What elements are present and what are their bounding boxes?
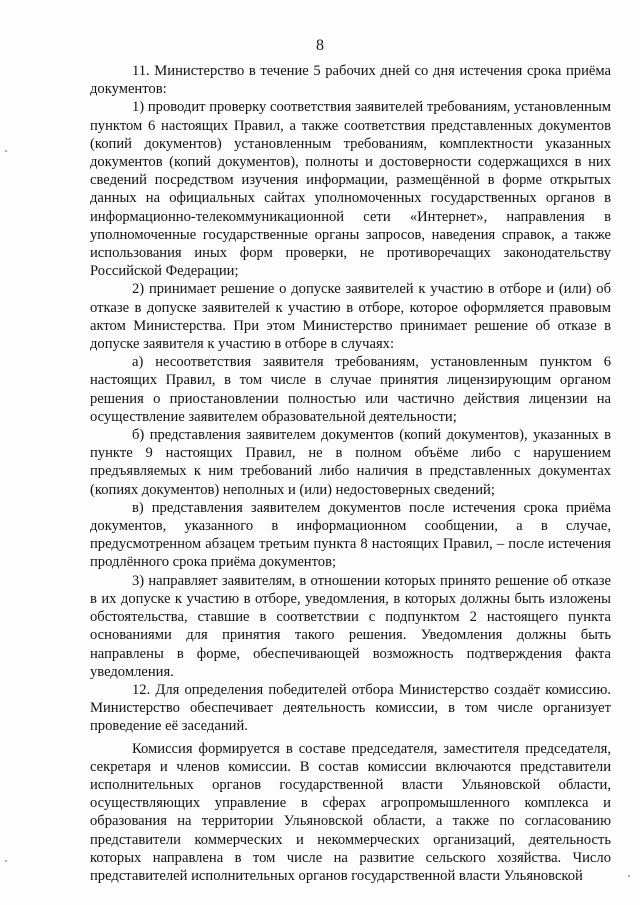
paragraph-12: 12. Для определения победителей отбора Министерство создаёт комиссию. Министерство обеспечивает деятельность комиссии, в том числе организует проведение её заседаний. <box>90 681 611 735</box>
scan-speck <box>628 875 630 877</box>
scan-speck <box>5 150 7 152</box>
paragraph-11-3: 3) направляет заявителям, в отношении которых принято решение об отказе в их допуске к участию в отборе, уведомления, в которых должны быть изложены обстоятельства, ставшие в соответствии с подпунктом 2 настоящего пункта основаниями для принятия такого решения. Уведомления должны быть направлены в форме, обеспечивающей возможность подтверждения факта уведомления. <box>90 572 611 680</box>
paragraph-11-1: 1) проводит проверку соответствия заявителей требованиям, установленным пунктом 6 настоящих Правил, а также соответствия представленных документов (копий документов) установленным требованиям, комплектности указанных документов (копий документов), полноты и достоверности содержащихся в них сведений посредством изучения информации, размещённой в форме открытых данных на официальных сайтах уполномоченных государственных органов в информационно-телекоммуникационной сети «Интернет», направления в уполномоченные государственные органы запросов, наведения справок, а также использования иных форм проверки, не противоречащих законодательству Российской Федерации; <box>90 99 611 280</box>
document-body <box>90 62 611 885</box>
page-number: 8 <box>316 37 324 54</box>
paragraph-11: 11. Министерство в течение 5 рабочих дней со дня истечения срока приёма документов: <box>90 63 611 98</box>
scan-speck <box>5 860 7 862</box>
paragraph-12-commission: Комиссия формируется в составе председателя, заместителя председателя, секретаря и членов комиссии. В состав комиссии включаются представители исполнительных органов государственной власти Ульяновской области, осуществляющих управление в сферах агропромышленного комплекса и образования на территории Ульяновской области, а также по согласованию представители коммерческих и некоммерческих организаций, деятельность которых направлена в том числе на развитие сельского хозяйства. Число представителей исполнительных органов государственной власти Ульяновской <box>90 740 611 884</box>
paragraph-11-2-a: а) несоответствия заявителя требованиям, установленным пунктом 6 настоящих Правил, в том числе в случае принятия лицензирующим органом решения о приостановлении полностью или частично действия лицензии на осуществление заявителем образовательной деятельности; <box>90 354 611 425</box>
paragraph-11-2: 2) принимает решение о допуске заявителей к участию в отборе и (или) об отказе в допуске заявителей к участию в отборе, которое оформляется правовым актом Министерства. При этом Министерство принимает решение об отказе в допуске заявителя к участию в отборе в случаях: <box>90 281 611 353</box>
paragraph-11-2-b: б) представления заявителем документов (копий документов), указанных в пункте 9 настоящих Правил, не в полном объёме либо с нарушением предъявляемых к ним требований либо наличия в представленных документах (копиях документов) неполных и (или) недостоверных сведений; <box>90 427 611 498</box>
paragraph-11-2-v: в) представления заявителем документов после истечения срока приёма документов, указанного в информационном сообщении, а в случае, предусмотренном абзацем третьим пункта 8 настоящих Правил, – после истечения продлённого срока приёма документов; <box>90 499 611 571</box>
